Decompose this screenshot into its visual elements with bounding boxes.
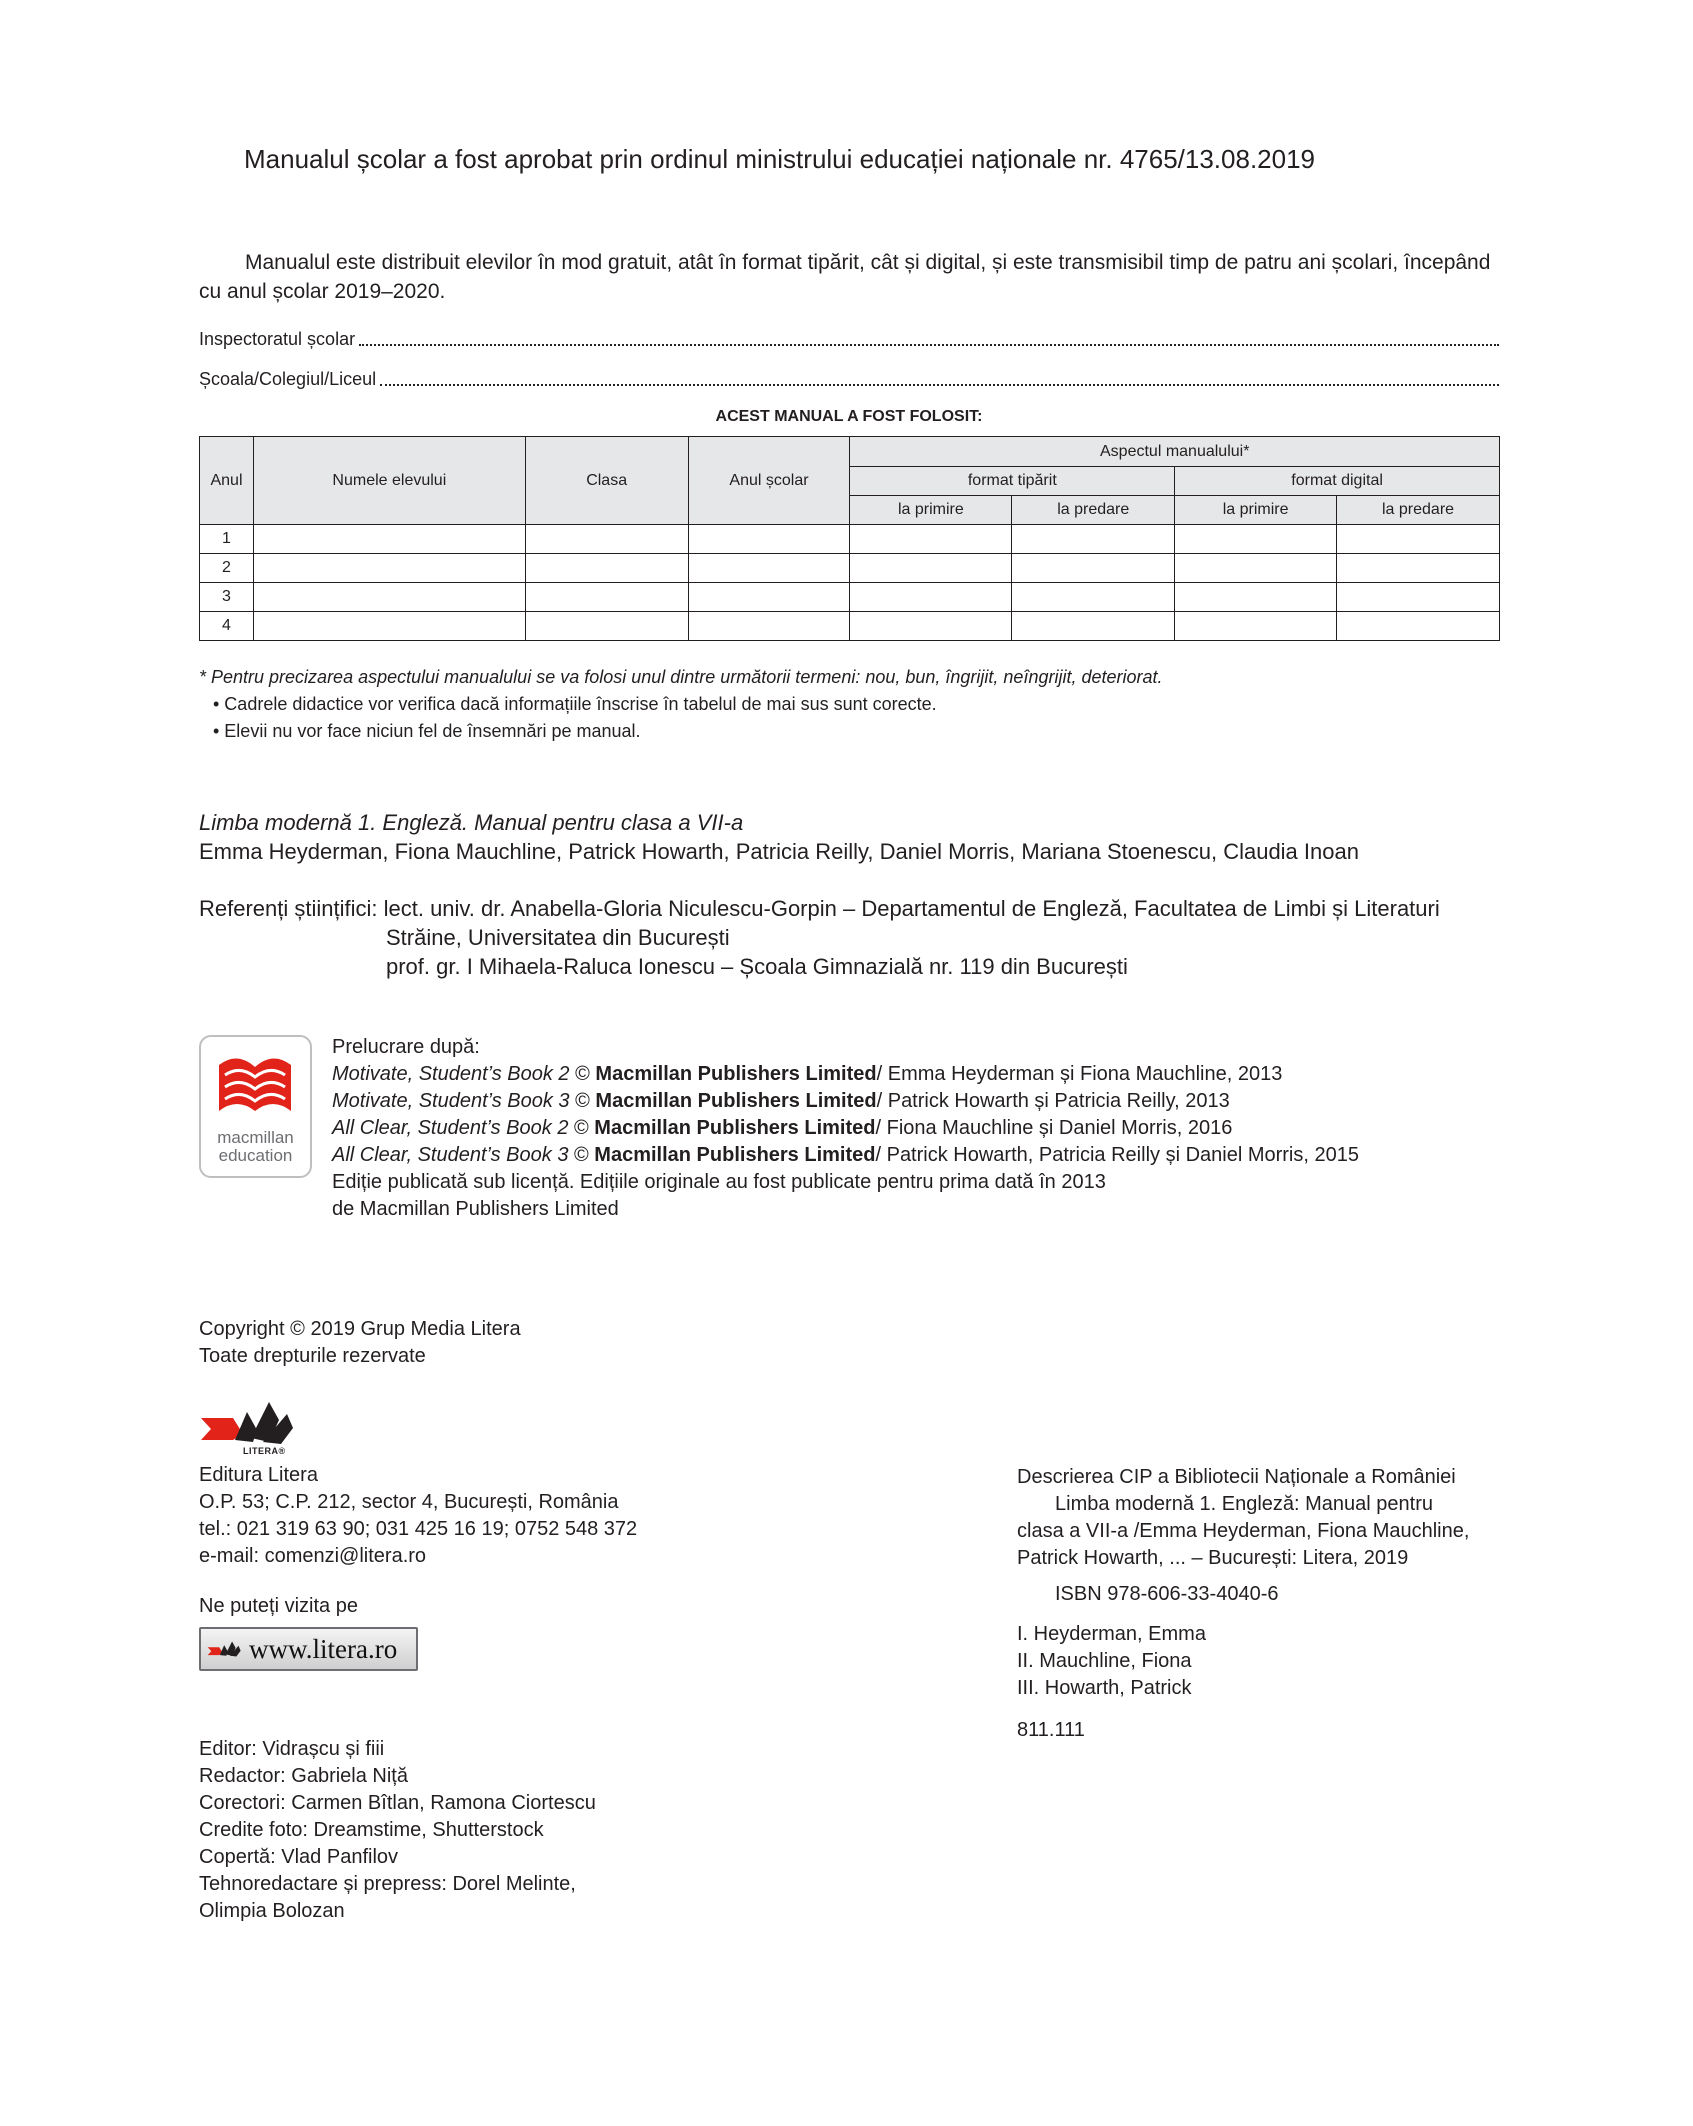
table-cell[interactable] (253, 612, 525, 641)
book-info (199, 808, 1359, 866)
isbn: ISBN 978-606-33-4040-6 (1055, 1583, 1279, 1605)
source-publisher: Macmillan Publishers Limited (595, 1063, 877, 1085)
cip-entry: I. Heyderman, Emma (1017, 1623, 1206, 1645)
table-cell[interactable] (1175, 525, 1337, 554)
header-format-digital: format digital (1175, 467, 1500, 496)
source-line (332, 1088, 1359, 1115)
copyright-symbol: © (569, 1063, 596, 1085)
credit-line: Credite foto: Dreamstime, Shutterstock (199, 1819, 544, 1841)
copyright-symbol: © (568, 1144, 595, 1166)
header-nume: Numele elevului (253, 437, 525, 525)
source-line (332, 1142, 1359, 1169)
usage-table-title: ACEST MANUAL A FOST FOLOSIT: (715, 408, 983, 425)
table-cell[interactable] (1012, 525, 1175, 554)
distribution-paragraph: Manualul este distribuit elevilor în mod gratuit, atât în format tipărit, cât și digital, și este transmisibil timp de patru ani școlari, începând cu anul școlar 2019–2020. (199, 251, 1491, 303)
header-tiparit-predare: la predare (1012, 496, 1175, 525)
publisher-phone: tel.: 021 319 63 90; 031 425 16 19; 0752 548 372 (199, 1518, 638, 1540)
table-row (200, 583, 1500, 612)
footnote: * Pentru precizarea aspectului manualului se va folosi unul dintre următorii termeni: nou, bun, îngrijit, neîngrijit, deteriorat. (199, 667, 1163, 687)
table-cell[interactable] (1012, 612, 1175, 641)
production-credits (199, 1736, 596, 1925)
cip-heading: Descrierea CIP a Bibliotecii Naționale a României (1017, 1466, 1456, 1488)
credit-line: Copertă: Vlad Panfilov (199, 1846, 399, 1868)
litera-logo (199, 1398, 294, 1458)
table-notes (199, 664, 1163, 745)
source-line (332, 1061, 1359, 1088)
table-cell[interactable] (525, 525, 688, 554)
table-cell[interactable] (1175, 583, 1337, 612)
table-cell[interactable] (688, 612, 850, 641)
publisher-name: Editura Litera (199, 1464, 318, 1486)
cip-description-line: Limba modernă 1. Engleză: Manual pentru (1055, 1493, 1434, 1515)
table-cell[interactable] (850, 612, 1012, 641)
table-cell[interactable] (1337, 554, 1500, 583)
litera-logo-word: LITERA® (243, 1446, 286, 1456)
publisher-info (199, 1462, 637, 1570)
table-cell[interactable] (688, 583, 850, 612)
table-row (200, 612, 1500, 641)
reviewer-line: Străine, Universitatea din București (386, 925, 730, 950)
table-cell[interactable] (253, 583, 525, 612)
table-cell[interactable] (1012, 583, 1175, 612)
scoala-blank (380, 384, 1499, 386)
source-authors: / Fiona Mauchline și Daniel Morris, 2016 (875, 1117, 1233, 1139)
table-cell[interactable] (1337, 612, 1500, 641)
row-number: 4 (200, 612, 254, 641)
table-cell[interactable] (1012, 554, 1175, 583)
table-cell[interactable] (850, 583, 1012, 612)
row-number: 3 (200, 583, 254, 612)
source-authors: / Patrick Howarth, Patricia Reilly și Daniel Morris, 2015 (875, 1144, 1359, 1166)
macmillan-education-logo (199, 1035, 312, 1178)
license-line: Ediție publicată sub licență. Edițiile originale au fost publicate pentru prima dată în 2013 (332, 1171, 1106, 1193)
header-digital-predare: la predare (1337, 496, 1500, 525)
rights-line: Toate drepturile rezervate (199, 1345, 426, 1367)
visit-label: Ne puteți vizita pe (199, 1595, 358, 1617)
cip-entry: II. Mauchline, Fiona (1017, 1650, 1192, 1672)
cip-entry: III. Howarth, Patrick (1017, 1677, 1192, 1699)
credit-line: Tehnoredactare și prepress: Dorel Melinte, (199, 1873, 576, 1895)
book-title: Limba modernă 1. Engleză. Manual pentru clasa a VII-a (199, 810, 744, 835)
row-number: 1 (200, 525, 254, 554)
table-cell[interactable] (1175, 612, 1337, 641)
table-cell[interactable] (688, 554, 850, 583)
scoala-field (199, 368, 1499, 390)
book-authors: Emma Heyderman, Fiona Mauchline, Patrick Howarth, Patricia Reilly, Daniel Morris, Mariana Stoenescu, Claudia Inoan (199, 839, 1359, 864)
publisher-email: e-mail: comenzi@litera.ro (199, 1545, 427, 1567)
table-cell[interactable] (1175, 554, 1337, 583)
cip-description-line: clasa a VII-a /Emma Heyderman, Fiona Mauchline, (1017, 1520, 1470, 1542)
header-format-tiparit: format tipărit (850, 467, 1175, 496)
website-badge-link[interactable] (199, 1627, 418, 1671)
table-cell[interactable] (525, 554, 688, 583)
inspectorat-label: Inspectoratul școlar (199, 329, 356, 349)
source-title: Motivate, Student’s Book 3 (332, 1090, 570, 1112)
table-cell[interactable] (253, 525, 525, 554)
source-title: All Clear, Student’s Book 2 (332, 1117, 569, 1139)
copyright-symbol: © (569, 1090, 596, 1112)
source-line (332, 1115, 1359, 1142)
table-cell[interactable] (253, 554, 525, 583)
header-anul-scolar: Anul școlar (688, 437, 850, 525)
cip-description-line: Patrick Howarth, ... – București: Litera, 2019 (1017, 1547, 1409, 1569)
inspectorat-field (199, 328, 1499, 350)
table-cell[interactable] (850, 525, 1012, 554)
reviewers (199, 894, 1440, 981)
license-line: de Macmillan Publishers Limited (332, 1198, 619, 1220)
cip-description (1017, 1464, 1507, 1744)
macmillan-word: macmillan (217, 1128, 294, 1147)
credit-line: Olimpia Bolozan (199, 1900, 345, 1922)
table-cell[interactable] (525, 612, 688, 641)
adaptation-sources (332, 1034, 1359, 1223)
table-row (200, 554, 1500, 583)
education-word: education (218, 1146, 293, 1165)
inspectorat-blank (359, 344, 1499, 346)
source-authors: / Emma Heyderman și Fiona Mauchline, 2013 (876, 1063, 1283, 1085)
usage-table (199, 436, 1500, 641)
macmillan-m-icon (201, 1041, 310, 1121)
note-bullet: • Cadrele didactice vor verifica dacă informațiile înscrise în tabelul de mai sus sunt corecte. (213, 694, 937, 714)
source-authors: / Patrick Howarth și Patricia Reilly, 2013 (876, 1090, 1230, 1112)
table-cell[interactable] (1337, 583, 1500, 612)
copyright-block (199, 1316, 521, 1370)
litera-badge-icon (207, 1638, 241, 1660)
table-cell[interactable] (688, 525, 850, 554)
credit-line: Corectori: Carmen Bîtlan, Ramona Ciortescu (199, 1792, 596, 1814)
table-cell[interactable] (1337, 525, 1500, 554)
copyright-line: Copyright © 2019 Grup Media Litera (199, 1318, 521, 1340)
row-number: 2 (200, 554, 254, 583)
table-cell[interactable] (850, 554, 1012, 583)
source-publisher: Macmillan Publishers Limited (594, 1144, 876, 1166)
source-publisher: Macmillan Publishers Limited (595, 1090, 877, 1112)
copyright-symbol: © (568, 1117, 595, 1139)
udc-code: 811.111 (1017, 1719, 1085, 1741)
credit-line: Editor: Vidrașcu și fiii (199, 1738, 385, 1760)
source-title: Motivate, Student’s Book 2 (332, 1063, 570, 1085)
adaptation-heading: Prelucrare după: (332, 1036, 480, 1058)
reviewer-line: prof. gr. I Mihaela-Raluca Ionescu – Școala Gimnazială nr. 119 din București (386, 954, 1128, 979)
credit-line: Redactor: Gabriela Niță (199, 1765, 408, 1787)
header-tiparit-primire: la primire (850, 496, 1012, 525)
litera-book-icon (199, 1398, 294, 1448)
scoala-label: Școala/Colegiul/Liceul (199, 369, 377, 389)
source-publisher: Macmillan Publishers Limited (594, 1117, 876, 1139)
header-anul: Anul (200, 437, 254, 525)
note-bullet: • Elevii nu vor face niciun fel de însemnări pe manual. (213, 721, 641, 741)
header-clasa: Clasa (525, 437, 688, 525)
table-cell[interactable] (525, 583, 688, 612)
table-row (200, 525, 1500, 554)
source-title: All Clear, Student’s Book 3 (332, 1144, 569, 1166)
header-aspect: Aspectul manualului* (850, 437, 1500, 467)
publisher-address: O.P. 53; C.P. 212, sector 4, București, România (199, 1491, 619, 1513)
header-digital-primire: la primire (1175, 496, 1337, 525)
website-url: www.litera.ro (249, 1633, 398, 1664)
reviewer-line: Referenți științifici: lect. univ. dr. Anabella-Gloria Niculescu-Gorpin – Departamentul de Engleză, Facultatea de Limbi și Literaturi (199, 896, 1440, 921)
approval-statement: Manualul școlar a fost aprobat prin ordinul ministrului educației naționale nr. 4765/13.08.2019 (244, 144, 1316, 174)
